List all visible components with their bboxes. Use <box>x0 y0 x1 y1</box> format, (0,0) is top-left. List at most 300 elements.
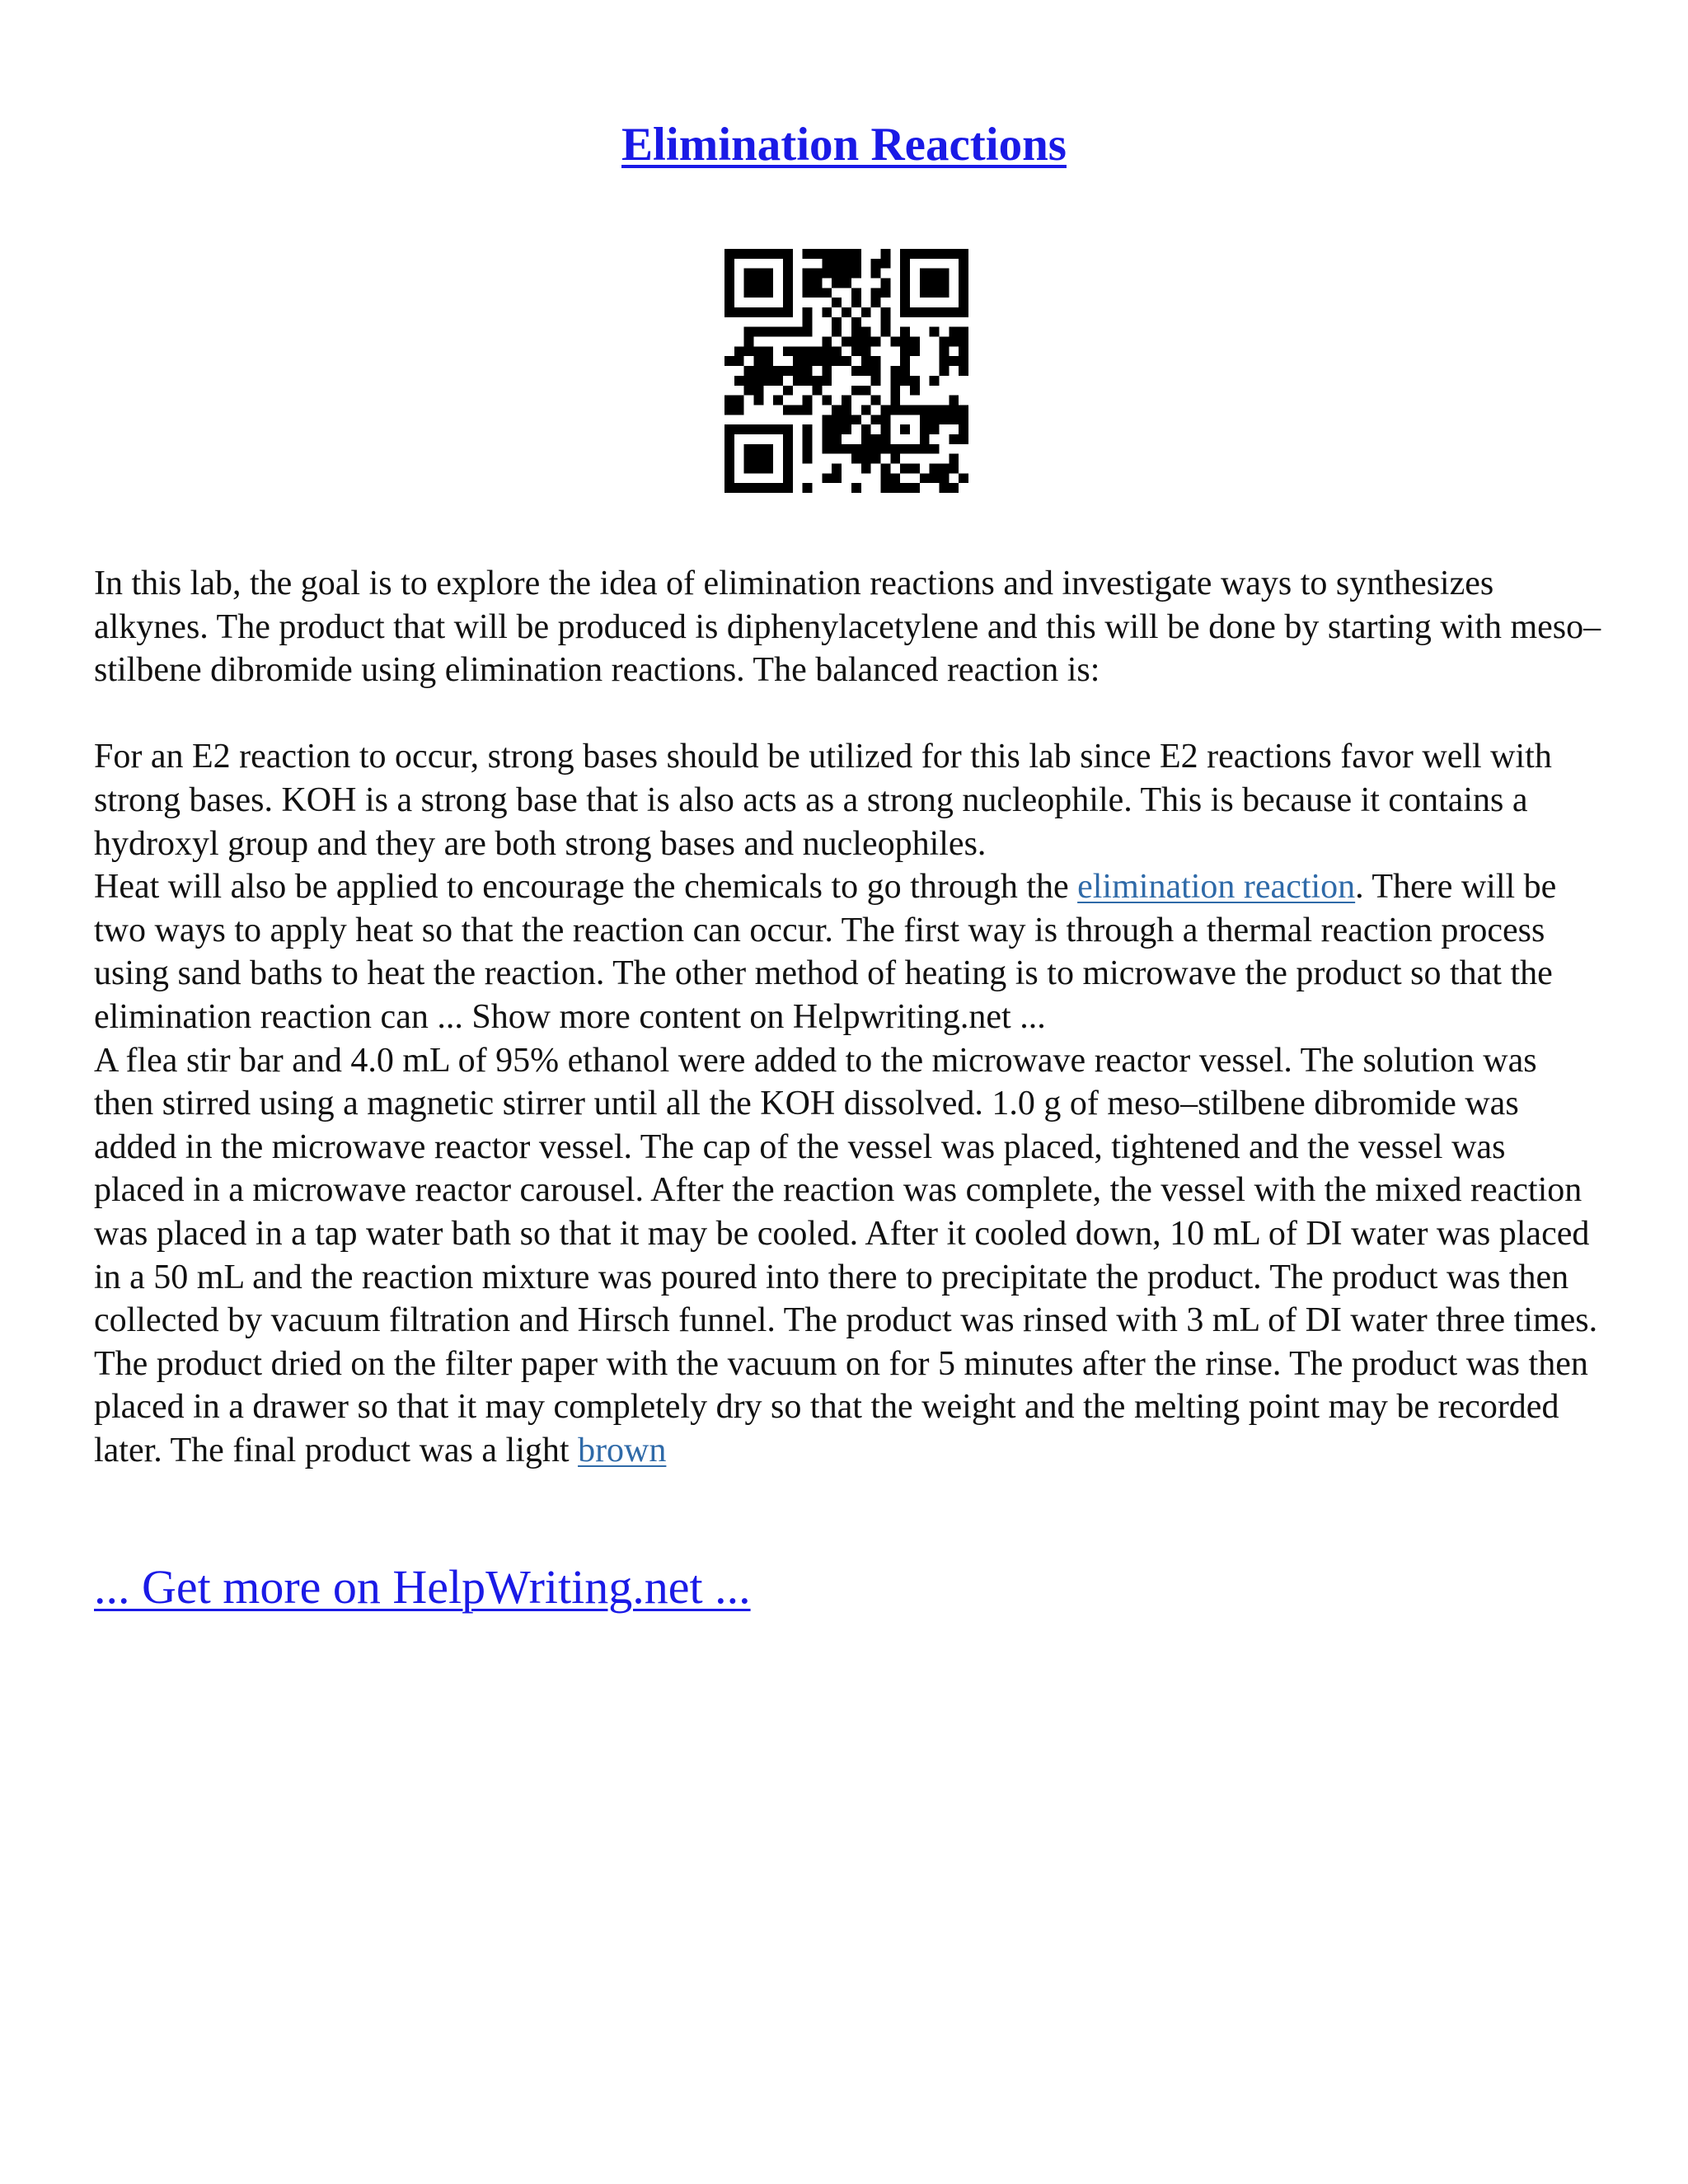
qr-module <box>803 366 813 376</box>
qr-module <box>803 279 813 288</box>
qr-module <box>900 337 910 347</box>
qr-module <box>920 415 930 424</box>
qr-module <box>783 298 793 307</box>
qr-module <box>880 415 890 424</box>
qr-module <box>754 463 764 473</box>
qr-module <box>871 259 881 269</box>
qr-module <box>939 415 949 424</box>
qr-module <box>793 356 803 366</box>
qr-module <box>930 405 940 415</box>
qr-module <box>783 473 793 483</box>
qr-module <box>822 269 832 279</box>
qr-module <box>890 444 900 454</box>
qr-module <box>842 405 851 415</box>
qr-module <box>724 269 734 279</box>
qr-module <box>949 463 959 473</box>
qr-module <box>803 376 813 386</box>
qr-module <box>939 366 949 376</box>
qr-module <box>744 386 754 396</box>
qr-module <box>959 327 968 337</box>
qr-module <box>773 366 783 376</box>
qr-module <box>783 386 793 396</box>
qr-module <box>724 307 734 317</box>
qr-module <box>724 483 734 493</box>
qr-module <box>851 337 861 347</box>
qr-module <box>861 424 871 434</box>
qr-module <box>920 405 930 415</box>
qr-module <box>832 463 842 473</box>
qr-module <box>763 444 773 454</box>
qr-module <box>900 327 910 337</box>
qr-module <box>832 444 842 454</box>
qr-module <box>813 356 823 366</box>
elimination-reaction-link[interactable]: elimination reaction <box>1077 868 1356 907</box>
qr-module <box>861 434 871 444</box>
qr-module <box>724 454 734 464</box>
qr-module <box>900 259 910 269</box>
qr-module <box>930 288 940 298</box>
qr-module <box>939 249 949 259</box>
qr-module <box>842 307 851 317</box>
qr-module <box>793 327 803 337</box>
qr-module <box>949 356 959 366</box>
qr-module <box>959 424 968 434</box>
qr-module <box>959 249 968 259</box>
qr-module <box>803 454 813 464</box>
qr-module <box>930 415 940 424</box>
qr-module <box>930 376 940 386</box>
qr-module <box>851 288 861 298</box>
paragraph-procedure-text: A flea stir bar and 4.0 mL of 95% ethanol were added to the microwave reactor vessel. The solution was then stirred using a magnetic stirrer until all the KOH dissolved. 1.0 g of meso–stilbene dibromide was added in the microwave reactor vessel. The cap of the vessel was placed, tightened and the vessel was placed in a microwave reactor carousel. After the reaction was complete, the vessel with the mixed reaction was placed in a tap water bath so that it may be cooled. After it cooled down, 10 mL of DI water was placed in a 50 mL and the reaction mixture was poured into there to precipitate the product. The product was then collected by vacuum filtration and Hirsch funnel. The product was rinsed with 3 mL of DI water three times. The product dried on the filter paper with the vacuum on for 5 minutes after the rinse. The product was then placed in a drawer so that it may completely dry so that the weight and the melting point may be recorded later. The final product was a light <box>94 1041 1598 1469</box>
qr-module <box>900 356 910 366</box>
qr-module <box>880 327 890 337</box>
qr-module <box>871 298 881 307</box>
qr-module <box>822 424 832 434</box>
qr-module <box>851 346 861 356</box>
qr-module <box>832 424 842 434</box>
qr-module <box>880 259 890 269</box>
qr-module <box>939 463 949 473</box>
qr-module <box>763 327 773 337</box>
qr-module <box>900 269 910 279</box>
qr-module <box>773 483 783 493</box>
qr-module <box>851 249 861 259</box>
qr-module <box>880 307 890 317</box>
qr-module <box>900 279 910 288</box>
qr-module <box>832 269 842 279</box>
paragraph-procedure <box>94 1039 1602 1473</box>
qr-module <box>900 288 910 298</box>
qr-module <box>871 269 881 279</box>
qr-module <box>754 269 764 279</box>
qr-module <box>900 249 910 259</box>
qr-module <box>822 376 832 386</box>
qr-module <box>890 396 900 405</box>
qr-module <box>773 396 783 405</box>
qr-module <box>763 279 773 288</box>
qr-code-icon <box>724 249 968 493</box>
qr-module <box>851 366 861 376</box>
qr-module <box>754 356 764 366</box>
qr-module <box>861 327 871 337</box>
qr-module <box>783 366 793 376</box>
qr-module <box>744 366 754 376</box>
qr-module <box>959 366 968 376</box>
qr-module <box>724 356 734 366</box>
qr-module <box>793 376 803 386</box>
qr-module <box>939 288 949 298</box>
title-link[interactable]: Elimination Reactions <box>621 119 1067 171</box>
qr-module <box>959 346 968 356</box>
qr-module <box>880 463 890 473</box>
qr-module <box>900 405 910 415</box>
qr-module <box>734 307 744 317</box>
qr-module <box>822 288 832 298</box>
qr-module <box>930 279 940 288</box>
qr-module <box>949 337 959 347</box>
qr-module <box>822 396 832 405</box>
qr-module <box>871 288 881 298</box>
qr-module <box>754 288 764 298</box>
qr-module <box>890 473 900 483</box>
qr-module <box>763 346 773 356</box>
qr-module <box>724 405 734 415</box>
qr-module <box>773 327 783 337</box>
qr-module <box>744 249 754 259</box>
qr-module <box>842 279 851 288</box>
qr-module <box>842 444 851 454</box>
qr-module <box>851 317 861 327</box>
qr-module <box>910 376 920 386</box>
qr-module <box>959 415 968 424</box>
qr-module <box>930 269 940 279</box>
qr-module <box>959 307 968 317</box>
qr-module <box>803 424 813 434</box>
qr-module <box>920 249 930 259</box>
qr-module <box>910 307 920 317</box>
qr-module <box>861 454 871 464</box>
qr-module <box>861 346 871 356</box>
qr-module <box>754 346 764 356</box>
qr-module <box>880 473 890 483</box>
qr-module <box>724 259 734 269</box>
qr-module <box>783 259 793 269</box>
qr-module <box>900 463 910 473</box>
qr-module <box>803 434 813 444</box>
qr-module <box>861 356 871 366</box>
qr-module <box>813 376 823 386</box>
qr-module <box>803 269 813 279</box>
qr-module <box>861 307 871 317</box>
qr-module <box>754 386 764 396</box>
qr-module <box>822 307 832 317</box>
qr-module <box>793 346 803 356</box>
qr-module <box>910 483 920 493</box>
qr-module <box>900 444 910 454</box>
qr-module <box>754 483 764 493</box>
qr-module <box>842 396 851 405</box>
qr-module <box>851 298 861 307</box>
qr-module <box>851 483 861 493</box>
qr-module <box>724 279 734 288</box>
qr-module <box>930 463 940 473</box>
qr-module <box>744 269 754 279</box>
qr-module <box>861 366 871 376</box>
qr-module <box>851 327 861 337</box>
qr-module <box>832 434 842 444</box>
qr-module <box>783 346 793 356</box>
qr-module <box>763 307 773 317</box>
qr-module <box>813 269 823 279</box>
qr-module <box>910 249 920 259</box>
qr-module <box>871 454 881 464</box>
qr-module <box>832 298 842 307</box>
qr-module <box>803 249 813 259</box>
qr-module <box>949 434 959 444</box>
qr-module <box>832 259 842 269</box>
qr-module <box>822 473 832 483</box>
qr-module <box>861 337 871 347</box>
qr-module <box>920 269 930 279</box>
qr-module <box>851 415 861 424</box>
qr-module <box>744 483 754 493</box>
qr-module <box>880 444 890 454</box>
qr-module <box>842 259 851 269</box>
qr-module <box>793 366 803 376</box>
qr-module <box>959 434 968 444</box>
qr-module <box>813 279 823 288</box>
qr-module <box>803 317 813 327</box>
qr-module <box>803 444 813 454</box>
qr-module <box>959 288 968 298</box>
qr-module <box>910 444 920 454</box>
qr-module <box>773 249 783 259</box>
qr-module <box>880 249 890 259</box>
qr-module <box>871 337 881 347</box>
qr-module <box>754 454 764 464</box>
qr-module <box>910 346 920 356</box>
qr-module <box>813 288 823 298</box>
qr-module <box>724 298 734 307</box>
qr-module <box>763 463 773 473</box>
qr-module <box>744 327 754 337</box>
qr-module <box>724 444 734 454</box>
qr-module <box>734 249 744 259</box>
qr-module <box>959 356 968 366</box>
qr-module <box>930 473 940 483</box>
qr-module <box>871 376 881 386</box>
qr-module <box>773 307 783 317</box>
qr-module <box>813 346 823 356</box>
qr-module <box>744 279 754 288</box>
qr-module <box>832 327 842 337</box>
qr-module <box>842 424 851 434</box>
qr-module <box>900 346 910 356</box>
qr-module <box>949 327 959 337</box>
qr-module <box>910 337 920 347</box>
qr-module <box>763 288 773 298</box>
qr-module <box>724 473 734 483</box>
qr-module <box>763 454 773 464</box>
qr-module <box>880 279 890 288</box>
page-title <box>0 115 1688 175</box>
qr-module <box>851 454 861 464</box>
qr-module <box>734 483 744 493</box>
qr-module <box>803 327 813 337</box>
qr-module <box>910 405 920 415</box>
qr-module <box>920 279 930 288</box>
qr-module <box>822 444 832 454</box>
qr-module <box>939 405 949 415</box>
qr-module <box>959 473 968 483</box>
qr-module <box>734 356 744 366</box>
qr-module <box>871 366 881 376</box>
qr-module <box>734 376 744 386</box>
qr-module <box>724 396 734 405</box>
qr-module <box>754 444 764 454</box>
qr-module <box>890 483 900 493</box>
qr-module <box>851 269 861 279</box>
qr-module <box>930 307 940 317</box>
qr-module <box>734 396 744 405</box>
qr-module <box>920 424 930 434</box>
qr-module <box>939 269 949 279</box>
qr-module <box>949 396 959 405</box>
qr-module <box>783 279 793 288</box>
qr-module <box>822 434 832 444</box>
qr-module <box>930 424 940 434</box>
qr-module <box>822 356 832 366</box>
qr-module <box>803 307 813 317</box>
qr-module <box>861 386 871 396</box>
qr-module <box>871 356 881 366</box>
qr-module <box>734 346 744 356</box>
qr-module <box>734 405 744 415</box>
qr-module <box>754 279 764 288</box>
qr-module <box>900 376 910 386</box>
qr-module <box>959 259 968 269</box>
qr-module <box>724 424 734 434</box>
qr-module <box>890 386 900 396</box>
qr-module <box>949 249 959 259</box>
qr-module <box>754 249 764 259</box>
qr-module <box>783 434 793 444</box>
qr-module <box>880 405 890 415</box>
qr-module <box>744 376 754 386</box>
qr-module <box>880 317 890 327</box>
qr-module <box>744 454 754 464</box>
qr-module <box>803 405 813 415</box>
qr-module <box>959 405 968 415</box>
qr-module <box>754 396 764 405</box>
qr-module <box>861 444 871 454</box>
qr-module <box>724 463 734 473</box>
qr-module <box>920 288 930 298</box>
qr-module <box>890 454 900 464</box>
qr-module <box>900 483 910 493</box>
qr-module <box>880 288 890 298</box>
qr-module <box>754 366 764 376</box>
qr-module <box>871 396 881 405</box>
qr-module <box>803 356 813 366</box>
qr-module <box>783 249 793 259</box>
qr-module <box>910 386 920 396</box>
qr-module <box>949 405 959 415</box>
qr-module <box>763 249 773 259</box>
qr-module <box>959 269 968 279</box>
qr-module <box>949 307 959 317</box>
paragraph-e2: For an E2 reaction to occur, strong bases should be utilized for this lab since E2 reactions favor well with strong bases. KOH is a strong base that is also acts as a strong nucleophile. This is because it contains a hydroxyl group and they are both strong bases and nucleophiles. <box>94 738 1552 863</box>
qr-module <box>900 307 910 317</box>
qr-module <box>842 337 851 347</box>
qr-module <box>773 424 783 434</box>
qr-module <box>851 386 861 396</box>
qr-module <box>900 424 910 434</box>
qr-module <box>822 346 832 356</box>
qr-module <box>783 483 793 493</box>
qr-module <box>920 444 930 454</box>
paragraph-intro: In this lab, the goal is to explore the idea of elimination reactions and investigate ways to synthesizes alkynes. The product that will be produced is diphenylacetylene and this will be done by starting with meso–stilbene dibromide using elimination reactions. The balanced reaction is: <box>94 565 1601 690</box>
article-body <box>94 562 1602 1472</box>
qr-module <box>822 337 832 347</box>
get-more-link[interactable]: ... Get more on HelpWriting.net ... <box>94 1560 751 1614</box>
qr-module <box>939 473 949 483</box>
qr-module <box>939 483 949 493</box>
qr-module <box>900 366 910 376</box>
qr-module <box>949 483 959 493</box>
qr-module <box>763 356 773 366</box>
qr-module <box>793 405 803 415</box>
qr-module <box>822 249 832 259</box>
qr-module <box>900 298 910 307</box>
qr-module <box>813 249 823 259</box>
qr-module <box>744 346 754 356</box>
qr-module <box>822 415 832 424</box>
qr-module <box>744 337 754 347</box>
qr-module <box>763 376 773 386</box>
brown-link[interactable]: brown <box>578 1431 667 1469</box>
qr-module <box>949 415 959 424</box>
qr-module <box>803 288 813 298</box>
qr-module <box>754 424 764 434</box>
qr-module <box>744 288 754 298</box>
qr-module <box>754 376 764 386</box>
qr-module <box>744 307 754 317</box>
qr-module <box>783 307 793 317</box>
qr-module <box>783 454 793 464</box>
qr-module <box>930 327 940 337</box>
qr-module <box>744 463 754 473</box>
qr-module <box>803 396 813 405</box>
qr-module <box>920 473 930 483</box>
qr-module <box>880 434 890 444</box>
qr-module <box>871 434 881 444</box>
qr-module <box>734 424 744 434</box>
get-more-link-container <box>94 1558 751 1617</box>
qr-module <box>910 463 920 473</box>
qr-module <box>763 269 773 279</box>
qr-module <box>871 444 881 454</box>
qr-module <box>832 249 842 259</box>
qr-module <box>832 405 842 415</box>
qr-module <box>754 307 764 317</box>
qr-module <box>930 444 940 454</box>
qr-module <box>783 327 793 337</box>
qr-module <box>813 386 823 396</box>
qr-module <box>890 405 900 415</box>
qr-module <box>783 444 793 454</box>
qr-module <box>851 444 861 454</box>
